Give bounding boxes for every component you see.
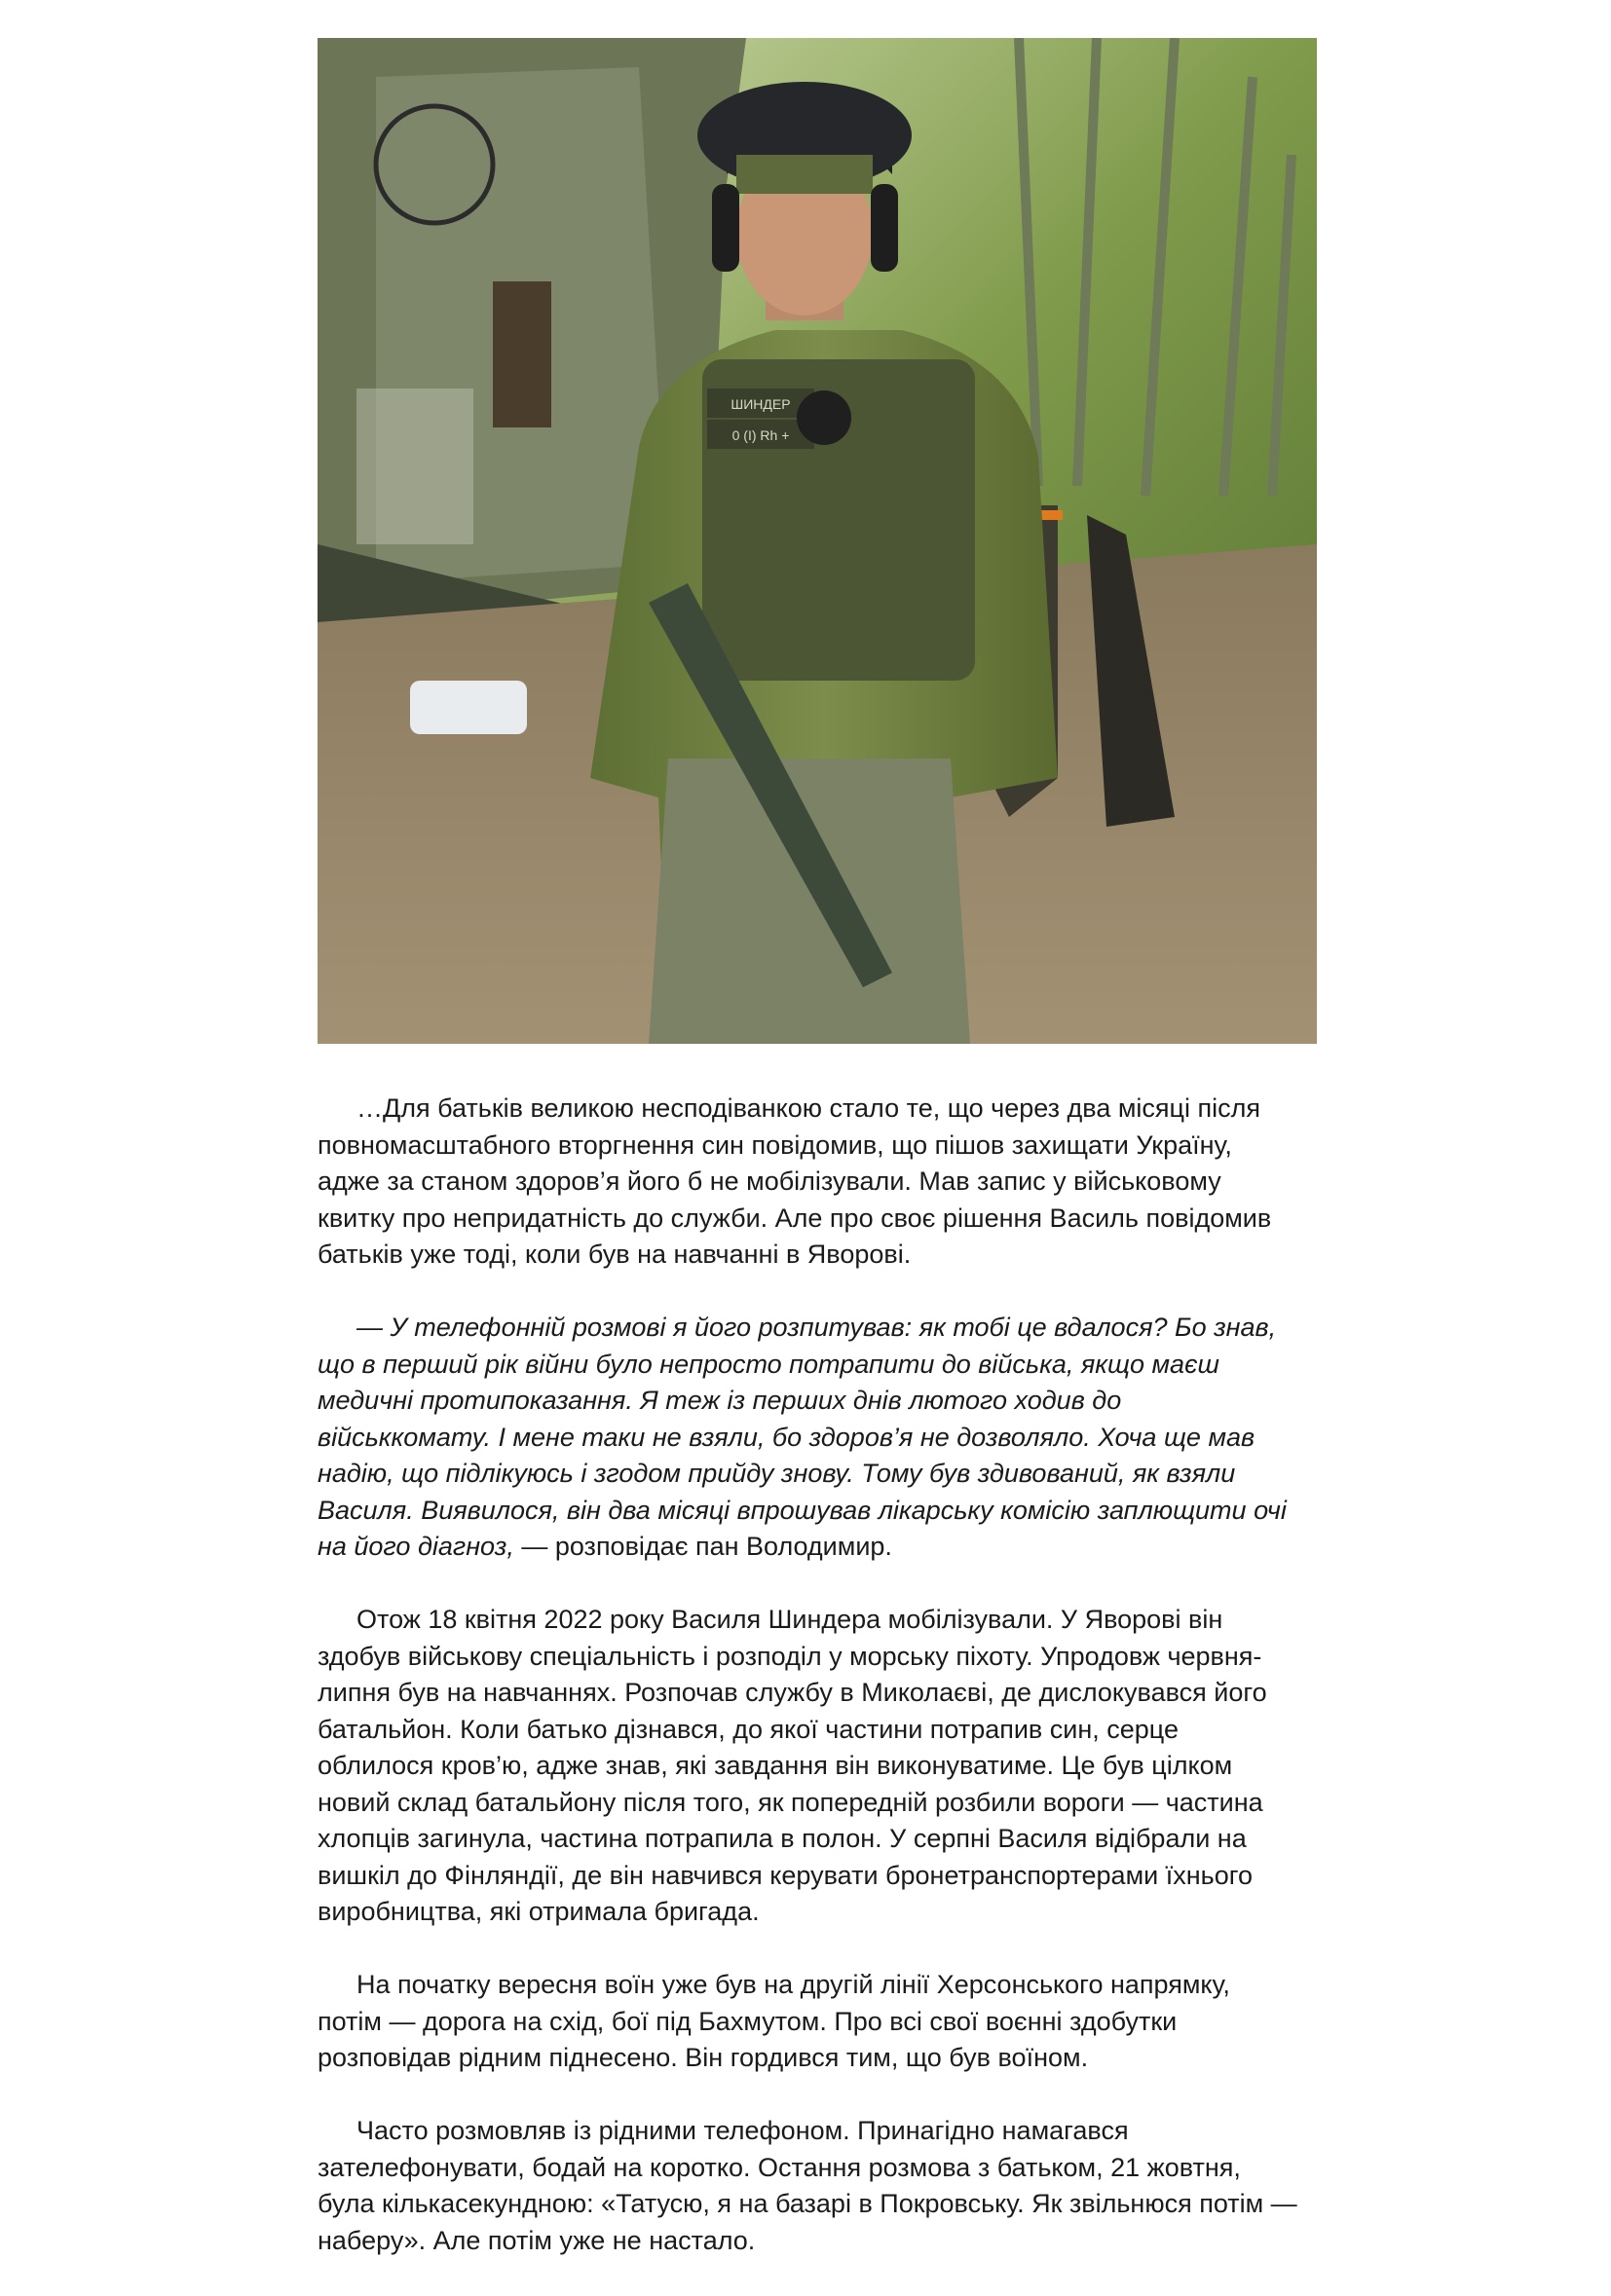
blood-type-patch: 0 (I) Rh +	[731, 427, 790, 443]
water-bottles	[410, 681, 527, 734]
paragraph-5: Часто розмовляв із рідними телефоном. Принагідно намагався зателефонувати, бодай на коротко. Остання розмова з батьком, 21 жовтня, була кількасекундною: «Татусю, я на базарі в Покровську. Як звільнюся потім — наберу». Але потім уже не настало.	[318, 2116, 1297, 2255]
predator-patch	[797, 390, 851, 445]
paragraph-4: На початку вересня воїн уже був на другій лінії Херсонського напрямку, потім — дорога на схід, бої під Бахмутом. Про всі свої воєнні здобутки розповідав рідним піднесено. Він гордився тим, що був воїном.	[318, 1970, 1230, 2072]
name-patch: ШИНДЕР	[731, 396, 791, 412]
paragraph-3: Отож 18 квітня 2022 року Василя Шиндера мобілізували. У Яворові він здобув військову спеціальність і розподіл у морську піхоту. Упродовж червня-липня був на навчаннях. Розпочав службу в Миколаєві, де дислокувався його батальйон. Коли батько дізнався, до якої частини потрапив син, серце облилося кров’ю, адже знав, які завдання він виконуватиме. Це був цілком новий склад батальйону після того, як попередній розбили вороги — частина хлопців загинула, частина потрапила в полон. У серпні Василя відібрали на вишкіл до Фінляндії, де він навчився керувати бронетранспортерами їхнього виробництва, які отримала бригада.	[318, 1605, 1267, 1926]
soldier-photo	[318, 38, 1317, 1044]
paragraph-2-quote	[318, 1310, 1301, 1566]
quote-attribution: — розповідає пан Володимир.	[513, 1532, 892, 1561]
paragraph-1: …Для батьків великою несподіванкою стало те, що через два місяці після повномасштабного вторгнення син повідомив, що пішов захищати Україну, адже за станом здоров’я його б не мобілізували. Мав запис у військовому квитку про непридатність до служби. Але про своє рішення Василь повідомив батьків уже тоді, коли був на навчанні в Яворові.	[318, 1093, 1272, 1269]
father-quote: — У телефонній розмові я його розпитував: як тобі це вдалося? Бо знав, що в перший рік війни було непросто потрапити до війська, якщо маєш медичні протипоказання. Я теж із перших днів лютого ходив до військкомату. І мене таки не взяли, бо здоров’я не дозволяло. Хоча ще мав надію, що підлікуюсь і згодом прийду знову. Тому був здивований, як взяли Василя. Виявилося, він два місяці впрошував лікарську комісію заплющити очі на його діагноз,	[318, 1313, 1287, 1561]
article-body	[318, 1091, 1301, 2296]
